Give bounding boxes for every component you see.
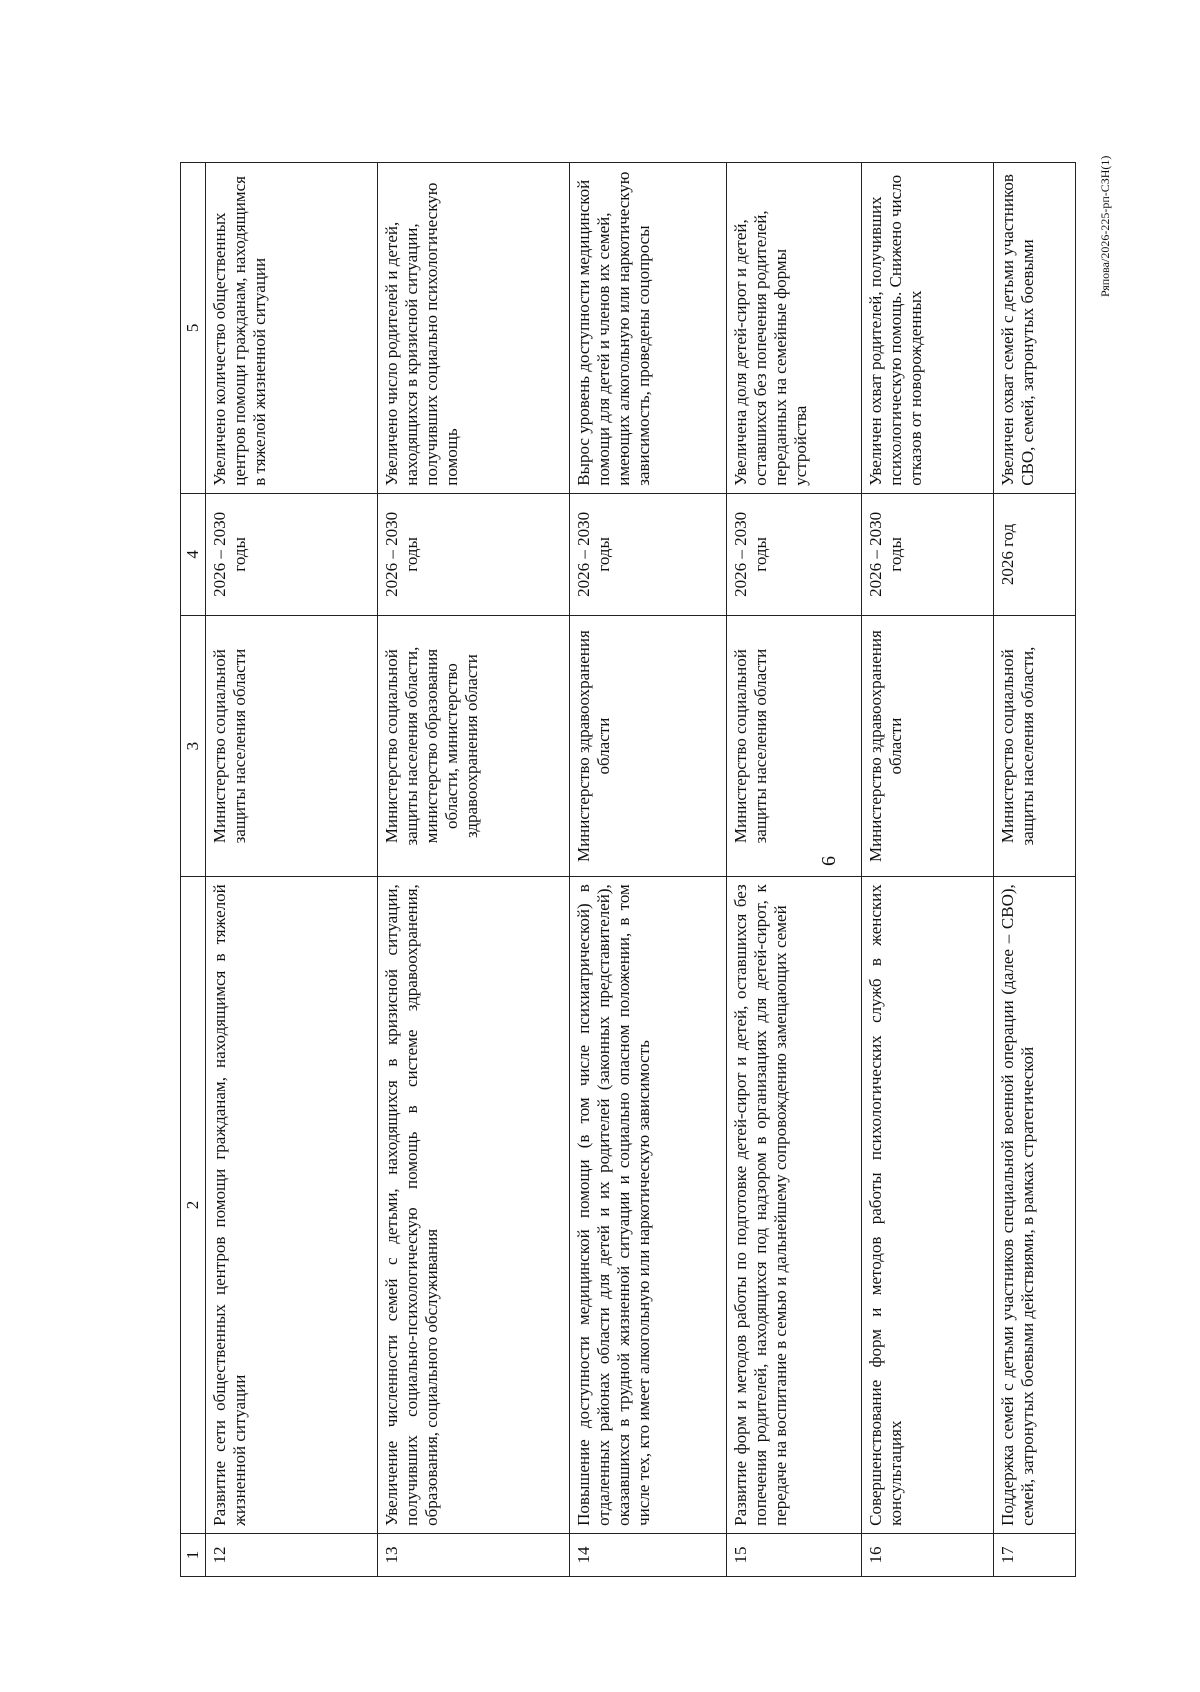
implementation-term: 2026 – 2030 годы <box>378 493 570 615</box>
expected-result: Увеличено число родителей и детей, находящихся в кризисной ситуации, получивших социально психологическую помощь <box>378 163 570 494</box>
header-col-1: 1 <box>181 1533 206 1576</box>
table-row <box>727 163 862 1577</box>
measure-description: Поддержка семей с детьми участников специальной военной операции (далее – СВО), семей, затронутых боевыми действиями, в рамках стратегической <box>994 877 1076 1534</box>
row-number: 15 <box>727 1533 862 1576</box>
table-row <box>862 163 994 1577</box>
measures-table <box>180 162 1076 1577</box>
table-row <box>994 163 1076 1577</box>
measure-description: Совершенствование форм и методов работы психологических служб в женских консультациях <box>862 877 994 1534</box>
expected-result: Увеличен охват семей с детьми участников СВО, семей, затронутых боевыми <box>994 163 1076 494</box>
header-col-5: 5 <box>181 163 206 494</box>
responsible-body: Министерство социальной защиты населения области <box>206 616 378 877</box>
responsible-body: Министерство социальной защиты населения области, министерство образования области, министерство здравоохранения области <box>378 616 570 877</box>
measure-description: Развитие форм и методов работы по подготовке детей-сирот и детей, оставшихся без попечения родителей, находящихся под надзором в организациях для детей-сирот, к передаче на воспитание в семью и дальнейшему сопровождению замещающих семей <box>727 877 862 1534</box>
row-number: 12 <box>206 1533 378 1576</box>
implementation-term: 2026 год <box>994 493 1076 615</box>
responsible-body: Министерство здравоохранения области <box>570 616 727 877</box>
row-number: 16 <box>862 1533 994 1576</box>
header-col-3: 3 <box>181 616 206 877</box>
expected-result: Вырос уровень доступности медицинской помощи для детей и членов их семей, имеющих алкогольную или наркотическую зависимость, проведены соцопросы <box>570 163 727 494</box>
row-number: 14 <box>570 1533 727 1576</box>
implementation-term: 2026 – 2030 годы <box>727 493 862 615</box>
responsible-body: Министерство социальной защиты населения области, <box>994 616 1076 877</box>
row-number: 17 <box>994 1533 1076 1576</box>
header-col-4: 4 <box>181 493 206 615</box>
implementation-term: 2026 – 2030 годы <box>570 493 727 615</box>
implementation-term: 2026 – 2030 годы <box>862 493 994 615</box>
header-row <box>181 163 206 1577</box>
implementation-term: 2026 – 2030 годы <box>206 493 378 615</box>
row-number: 13 <box>378 1533 570 1576</box>
measure-description: Увеличение численности семей с детьми, находящихся в кризисной ситуации, получивших социально-психологическую помощь в системе здравоохранения, образования, социального обслуживания <box>378 877 570 1534</box>
page-number: 6 <box>818 856 840 866</box>
expected-result: Увеличено количество общественных центров помощи гражданам, находящимся в тяжелой жизненной ситуации <box>206 163 378 494</box>
measure-description: Развитие сети общественных центров помощи гражданам, находящимся в тяжелой жизненной ситуации <box>206 877 378 1534</box>
expected-result: Увеличена доля детей-сирот и детей, оставшихся без попечения родителей, переданных на семейные формы устройства <box>727 163 862 494</box>
responsible-body: Министерство здравоохранения области <box>862 616 994 877</box>
table-row <box>378 163 570 1577</box>
table-row <box>570 163 727 1577</box>
document-footer-code: Ряпова/2026-225-рп-СЗН(1) <box>1098 155 1112 297</box>
responsible-body: Министерство социальной защиты населения области <box>727 616 862 877</box>
table-row <box>206 163 378 1577</box>
measure-description: Повышение доступности медицинской помощи (в том числе психиатрической) в отдаленных районах области для детей и их родителей (законных представителей), оказавшихся в трудной жизненной ситуации и социально опасном положении, в том числе тех, кто имеет алкогольную или наркотическую зависимость <box>570 877 727 1534</box>
header-col-2: 2 <box>181 877 206 1534</box>
expected-result: Увеличен охват родителей, получивших психологическую помощь. Снижено число отказов от новорожденных <box>862 163 994 494</box>
